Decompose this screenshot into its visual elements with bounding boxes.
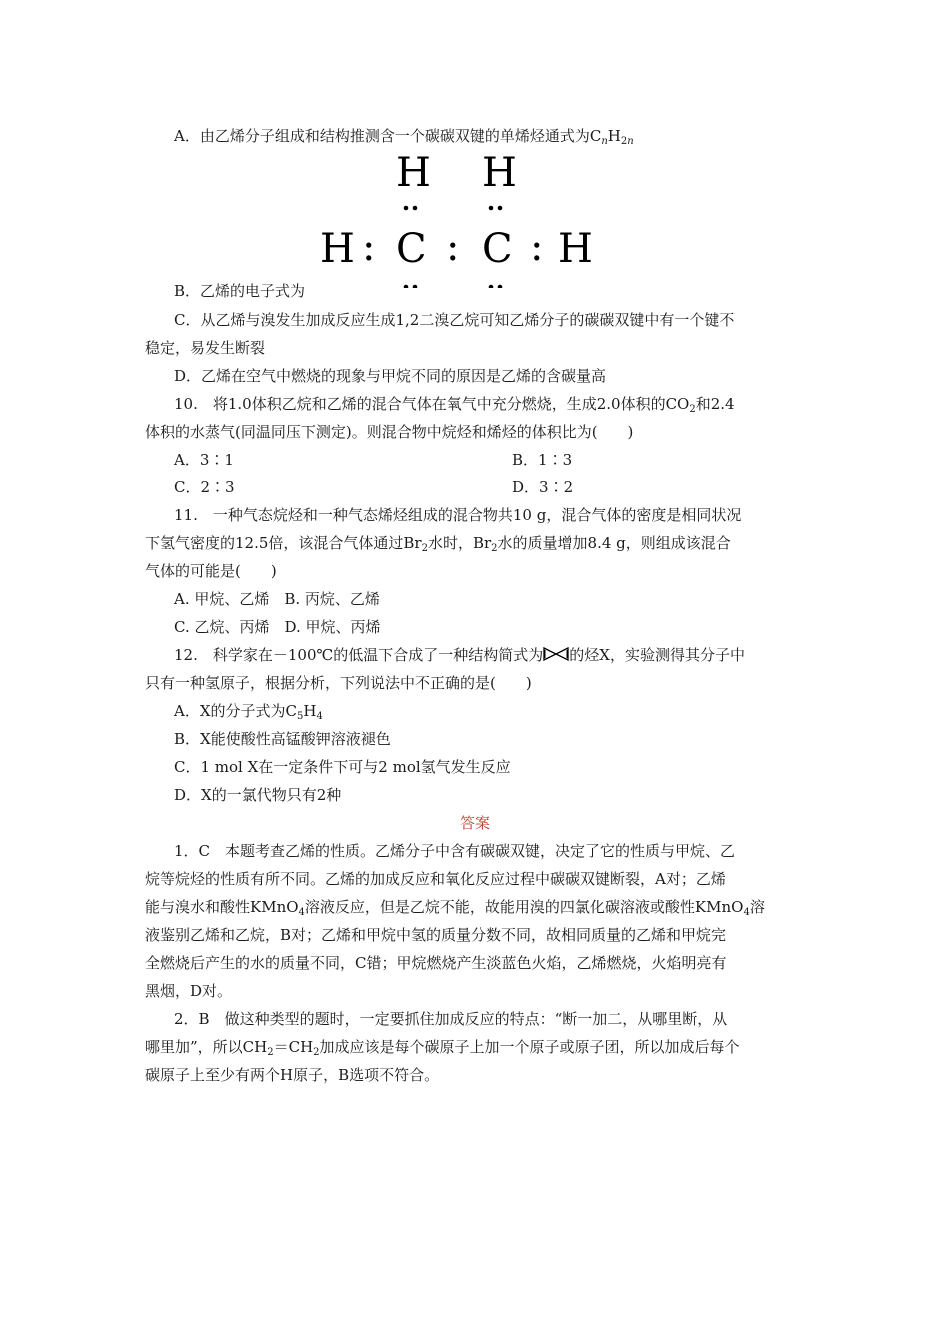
lewis-h-top-right: H [482, 150, 517, 196]
lewis-c-left: C [396, 226, 427, 272]
answers-title: 答案 [460, 814, 491, 832]
answer1-line2: 烷等烷烃的性质有所不同。乙烯的加成反应和氧化反应过程中碳碳双键断裂，A对；乙烯 [145, 870, 726, 888]
answer2-line2-b: ＝CH [273, 1038, 314, 1056]
q10-option-c: C．2∶3 [174, 478, 235, 496]
kmno4-sub-1: 4 [298, 907, 305, 918]
ch2-sub-1: 2 [267, 1047, 274, 1058]
answer1-line6: 黑烟，D对。 [145, 982, 233, 1000]
answer1-line3-b: 溶液反应，但是乙烷不能，故能用溴的四氯化碳溶液或酸性KMnO [304, 898, 744, 916]
q10-option-b: B．1∶3 [512, 451, 573, 469]
q12-line1-a: 12. 科学家在－100℃的低温下合成了一种结构简式为 [174, 646, 544, 664]
answer1-line4: 液鉴别乙烯和乙烷，B对；乙烯和甲烷中氢的质量分数不同，故相同质量的乙烯和甲烷完 [145, 926, 727, 944]
q11-options-cd: C. 乙烷、丙烯 D. 甲烷、丙烯 [174, 618, 381, 636]
q11-line2 [145, 533, 731, 553]
q10-option-a: A．3∶1 [174, 451, 234, 469]
answer1-line3 [145, 897, 765, 917]
q11-line3: 气体的可能是( ) [145, 562, 277, 580]
lewis-colon-1: : [362, 224, 376, 270]
q10-line1 [174, 394, 735, 414]
q11-line2-a: 下氢气密度的12.5倍，该混合气体通过Br [145, 534, 422, 552]
q11-line2-c: 水的质量增加8.4 g，则组成该混合 [497, 534, 731, 552]
c5-sub: 5 [297, 711, 304, 722]
q12-line1 [174, 645, 745, 665]
lewis-h-left: H [320, 226, 355, 272]
q9-option-c-line2: 稳定，易发生断裂 [145, 339, 266, 357]
lewis-colon-2: : [446, 224, 460, 270]
answer2-line1: 2．B 做这种类型的题时，一定要抓住加成反应的特点：“断一加二，从哪里断，从 [174, 1010, 728, 1028]
q12-line2: 只有一种氢原子，根据分析，下列说法中不正确的是( ) [145, 674, 532, 692]
br2-sub-1: 2 [421, 543, 428, 554]
ch2-sub-2: 2 [313, 1047, 320, 1058]
ethylene-lewis-structure [318, 148, 598, 288]
formula-sub-n: n [601, 136, 608, 147]
answer2-line2-c: 加成应该是每个碳原子上加一个原子或原子团，所以加成后每个 [319, 1038, 740, 1056]
answer1-line1: 1．C 本题考查乙烯的性质。乙烯分子中含有碳碳双键，决定了它的性质与甲烷、乙 [174, 842, 736, 860]
q11-options-ab: A. 甲烷、乙烯 B. 丙烷、乙烯 [174, 590, 380, 608]
q12-option-b: B．X能使酸性高锰酸钾溶液褪色 [174, 730, 391, 748]
co2-sub: 2 [689, 404, 696, 415]
q12-option-a-text: A．X的分子式为C [174, 702, 297, 720]
h-symbol: H [303, 702, 317, 720]
answer1-line3-a: 能与溴水和酸性KMnO [145, 898, 299, 916]
q9-option-a-text: A．由乙烯分子组成和结构推测含一个碳碳双键的单烯烃通式为C [174, 127, 602, 145]
answer2-line2-a: 哪里加”，所以CH [145, 1038, 268, 1056]
kmno4-sub-2: 4 [743, 907, 750, 918]
lewis-c-right: C [482, 226, 513, 272]
answer1-line5: 全燃烧后产生的水的质量不同，C错；甲烷燃烧产生淡蓝色火焰，乙烯燃烧，火焰明亮有 [145, 954, 727, 972]
q11-line2-b: 水时，Br [427, 534, 492, 552]
answer1-line3-c: 溶 [749, 898, 765, 916]
q12-line1-b: 的烃X，实验测得其分子中 [569, 646, 745, 664]
q11-line1: 11. 一种气态烷烃和一种气态烯烃组成的混合物共10 g，混合气体的密度是相同状况 [174, 506, 742, 524]
lewis-h-top-left: H [396, 150, 431, 196]
answer2-line2 [145, 1037, 740, 1057]
q9-option-d: D．乙烯在空气中燃烧的现象与甲烷不同的原因是乙烯的含碳量高 [174, 367, 607, 385]
q10-line1-tail: 和2.4 [695, 395, 735, 413]
q12-option-d: D．X的一氯代物只有2种 [174, 786, 342, 804]
q9-option-b: B．乙烯的电子式为 [174, 282, 306, 300]
lewis-colon-3: : [530, 224, 544, 270]
formula-h: H [607, 127, 621, 145]
q10-option-d: D．3∶2 [512, 478, 574, 496]
br2-sub-2: 2 [491, 543, 498, 554]
h4-sub: 4 [316, 711, 323, 722]
q10-line2: 体积的水蒸气(同温同压下测定)。则混合物中烷烃和烯烃的体积比为( ) [145, 423, 634, 441]
q12-option-c: C．1 mol X在一定条件下可与2 mol氢气发生反应 [174, 758, 511, 776]
q9-option-c-line1: C．从乙烯与溴发生加成反应生成1,2二溴乙烷可知乙烯分子的碳碳双键中有一个键不 [174, 311, 735, 329]
q12-option-a [174, 701, 323, 721]
formula-sub-n2: n [627, 136, 634, 147]
lewis-h-right: H [558, 226, 593, 272]
q9-option-a [174, 126, 634, 146]
q10-line1-text: 10. 将1.0体积乙烷和乙烯的混合气体在氧气中充分燃烧，生成2.0体积的CO [174, 395, 690, 413]
formula-sub-2: 2 [620, 136, 628, 147]
spiro-structure-icon [543, 647, 569, 661]
answer2-line3: 碳原子上至少有两个H原子，B选项不符合。 [145, 1066, 440, 1084]
